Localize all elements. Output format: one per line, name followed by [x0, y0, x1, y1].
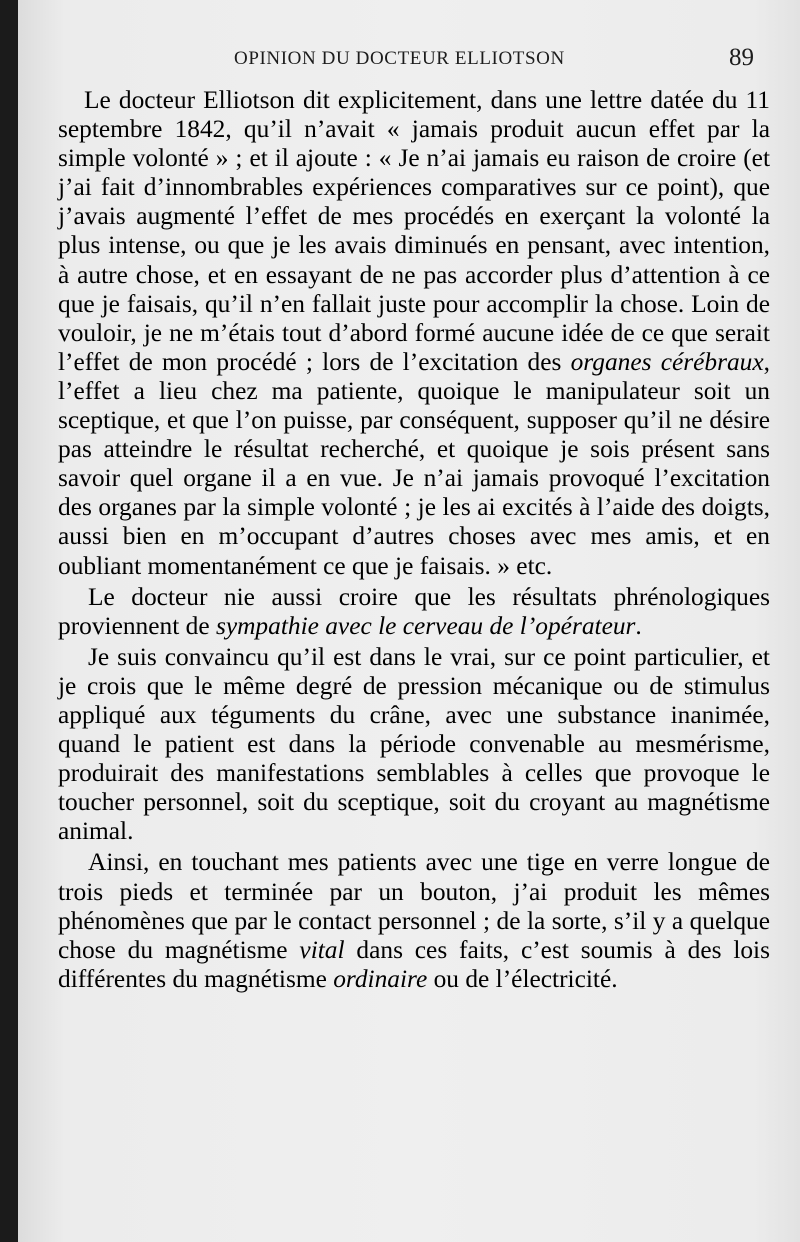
running-title: OPINION DU DOCTEUR ELLIOTSON: [234, 48, 565, 69]
italic-text-segment: vital: [299, 935, 345, 964]
text-segment: .: [635, 611, 642, 640]
italic-text-segment: sympathie avec le cerveau de l’opérateur: [215, 611, 636, 640]
running-header: [58, 44, 762, 78]
text-segment: dans ces faits, c’est soumis à des lois différentes du magnétisme: [58, 935, 770, 993]
text-segment: Le docteur nie aussi croire que les résultats phrénologiques proviennent de: [58, 582, 770, 640]
text-segment: ou de l’électricité.: [427, 964, 618, 993]
text-segment: Ainsi, en touchant mes patients avec une tige en verre longue de trois pieds et terminée par un bouton, j’ai produit les mêmes phénomènes que par le contact personnel ; de la sorte, s’il y a quelque chose du magnétisme: [58, 848, 770, 964]
text-segment: Je suis convaincu qu’il est dans le vrai, sur ce point particulier, et je crois que le même degré de pression mécanique ou de stimulus appliqué aux téguments du crâne, avec une substance inanimée, quand le patient est dans la période convenable au mesmérisme, produirait des manifestations semblables à celles que provoque le toucher personnel, soit du sceptique, soit du croyant au magnétisme animal.: [58, 642, 770, 846]
paragraph: [58, 643, 770, 847]
page-number: 89: [729, 44, 754, 71]
italic-text-segment: ordinaire: [333, 964, 428, 993]
paragraph: [58, 583, 770, 641]
text-segment: Le docteur Elliotson dit explicitement, dans une lettre datée du 11 septembre 1842, qu’il n’avait « jamais produit aucun effet par la simple volonté » ; et il ajoute : « Je n’ai jamais eu raison de croire (et j’ai fait d’innombrables expériences comparatives sur ce point), que j’avais augmenté l’effet de mes procédés en exerçant la volonté la plus intense, ou que je les avais diminués en pensant, avec intention, à autre chose, et en essayant de ne pas accorder plus d’attention à ce que je faisais, qu’il n’en fallait juste pour accomplir la chose. Loin de vouloir, je ne m’étais tout d’abord formé aucune idée de ce que serait l’effet de mon procédé ; lors de l’excitation des: [58, 86, 770, 376]
paragraph: [58, 848, 770, 993]
text-segment: , l’effet a lieu chez ma patiente, quoique le manipulateur soit un sceptique, et que l’on puisse, par conséquent, supposer qu’il ne désire pas atteindre le résultat recherché, et quoique je sois présent sans savoir quel organe il a en vue. Je n’ai jamais provoqué l’excitation des organes par la simple volonté ; je les ai excités à l’aide des doigts, aussi bien en m’occupant d’autres choses avec mes amis, et en oubliant momentanément ce que je faisais. » etc.: [58, 347, 770, 580]
italic-text-segment: organes cérébraux: [570, 347, 764, 376]
paragraph: [58, 86, 770, 581]
body-text: [58, 86, 770, 994]
